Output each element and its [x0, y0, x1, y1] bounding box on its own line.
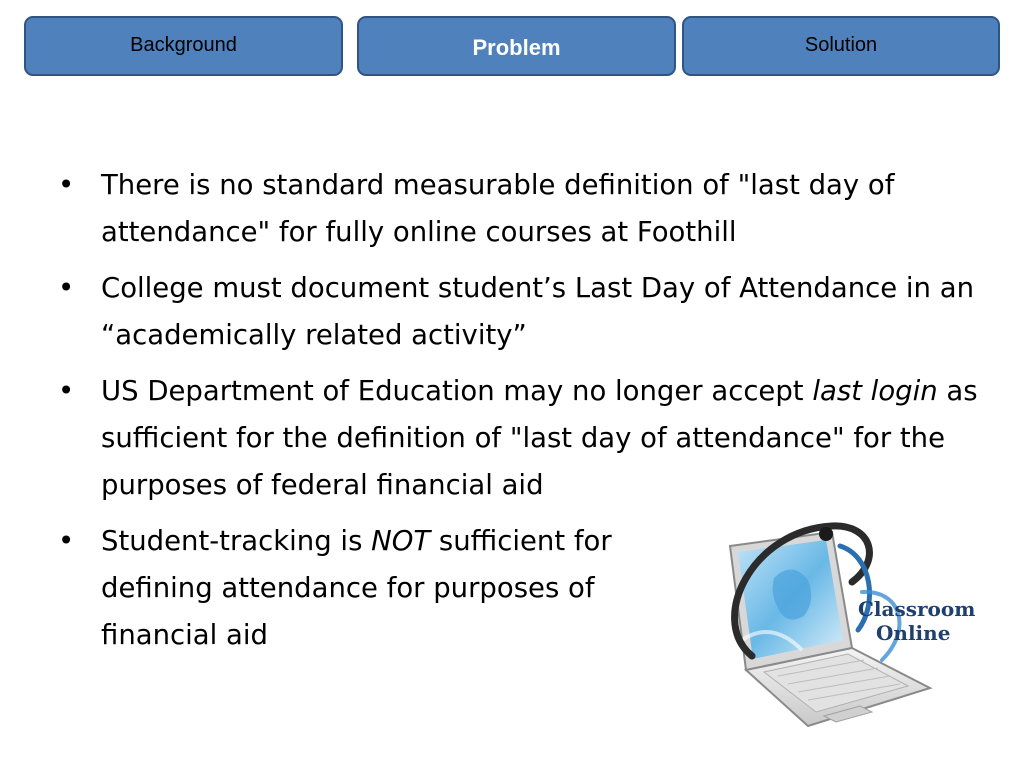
bullet-text: College must document student’s Last Day of Attendance in an “academically related activity” — [101, 272, 975, 351]
tab-label: Problem — [472, 35, 561, 60]
bullet-text-start: US Department of Education may no longer accept — [101, 375, 813, 407]
bullet-marker: • — [58, 525, 75, 557]
bullet-item — [58, 368, 978, 509]
bullet-item — [58, 518, 701, 659]
bullet-text-end: sufficient for defining attendance for purposes of financial aid — [101, 525, 612, 651]
tab-solution[interactable] — [682, 16, 1000, 76]
bullet-marker: • — [58, 375, 75, 407]
bullet-text-emphasis: last login — [812, 375, 938, 407]
bullet-text-emphasis: NOT — [371, 525, 431, 557]
bullet-marker: • — [58, 169, 75, 201]
tab-label: Background — [130, 34, 237, 56]
tab-label: Solution — [804, 34, 878, 56]
bullet-item — [58, 162, 978, 256]
bullet-item — [58, 265, 978, 359]
section-tabs — [0, 0, 1024, 90]
bullet-text-end: as sufficient for the definition of "last day of attendance" for the purposes of federal financial aid — [101, 375, 978, 501]
bullet-text: There is no standard measurable definition of "last day of attendance" for fully online courses at Foothill — [101, 169, 895, 248]
bullet-marker: • — [58, 272, 75, 304]
tab-background[interactable] — [24, 16, 343, 76]
bullet-text-start: Student-tracking is — [101, 525, 372, 557]
logo-text-line2: Online — [876, 621, 951, 645]
classroom-online-illustration — [712, 520, 1002, 740]
laptop-icon — [712, 520, 1002, 740]
tab-problem[interactable] — [357, 16, 676, 76]
logo-text-line1: Classroom — [858, 597, 976, 621]
